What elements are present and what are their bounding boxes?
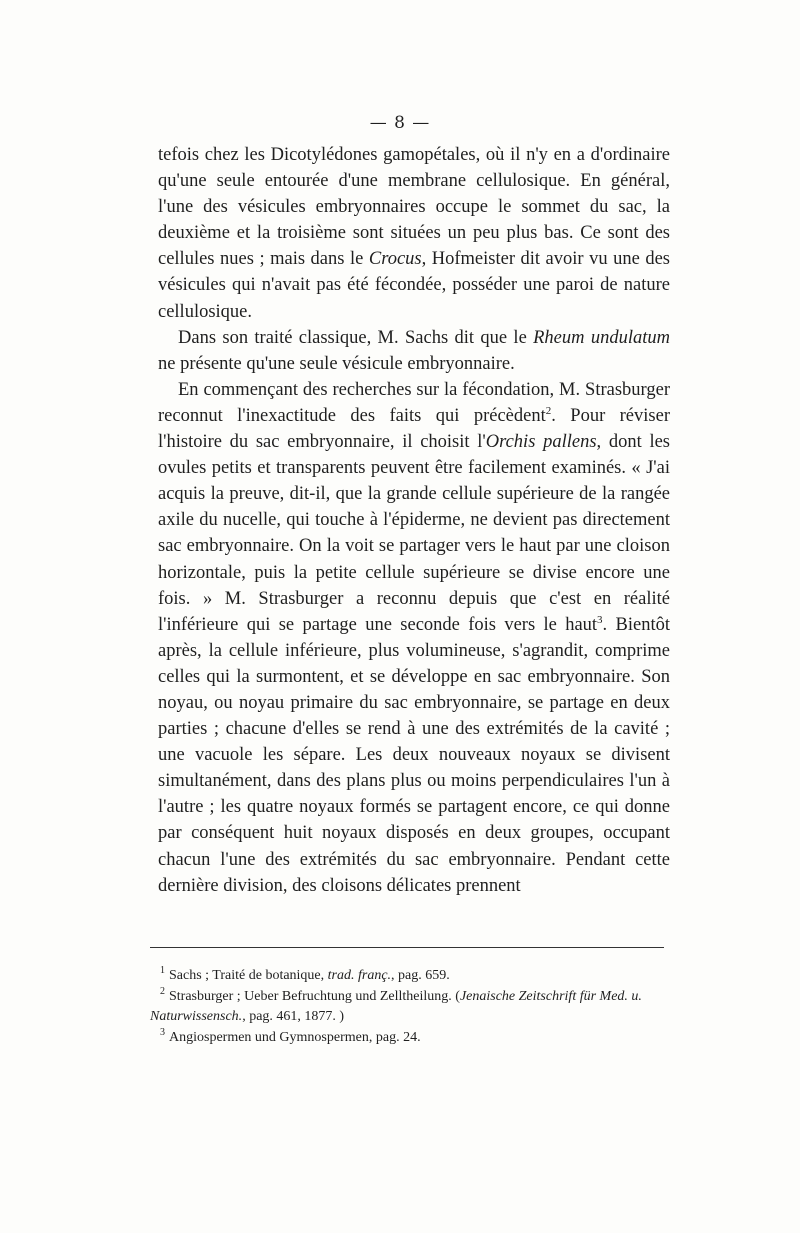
footnote-number: 3 <box>160 1026 165 1038</box>
italic-taxon: Crocus <box>368 249 422 270</box>
paragraph <box>158 377 670 899</box>
footnote-ref: 2 <box>545 404 552 417</box>
italic-text: Jenaische Zeitschrift für Med. u. Naturwissensch. <box>150 988 642 1024</box>
text-run: , pag. 659. <box>391 968 450 983</box>
text-run: , pag. 461, 1877. ) <box>242 1009 345 1024</box>
paragraph <box>158 142 670 325</box>
italic-taxon: Orchis pallens <box>485 432 597 453</box>
text-run: En commençant des recherches sur la fécondation, M. Strasburger reconnut l'inexactitude des faits qui précèdent <box>158 379 670 426</box>
text-run: Strasburger ; Ueber Befruchtung und Zelltheilung. ( <box>169 988 460 1004</box>
footnote-ref: 3 <box>597 613 603 626</box>
footnote-number: 1 <box>160 965 165 977</box>
text-run: Dans son traité classique, M. Sachs dit que le <box>178 327 534 348</box>
footnote <box>150 966 670 987</box>
footnote <box>150 1028 670 1049</box>
text-run: Angiospermen und Gymnospermen, pag. 24. <box>169 1029 421 1045</box>
text-run: , Hofmeister dit avoir vu une des vésicules qui n'avait pas été fécondée, posséder une paroi de nature cellulosique. <box>158 249 670 322</box>
footnote-divider <box>150 947 664 948</box>
text-run: ne présente qu'une seule vésicule embryonnaire. <box>158 353 515 374</box>
body-text <box>158 142 670 899</box>
italic-text: trad. franç. <box>327 968 392 983</box>
footnotes <box>150 966 670 1048</box>
text-run: . Bientôt après, la cellule inférieure, plus volumineuse, s'agrandit, comprime celles qui la surmontent, et se développe en sac embryonnaire. Son noyau, ou noyau primaire du sac embryonnaire, se partage en deux parties ; chacune d'elles se rend à une des extrémités de la cavité ; une vacuole les sépare. Les deux nouveaux noyaux se divisent simultanément, dans des plans plus ou moins perpendiculaires l'un à l'autre ; les quatre noyaux formés se partagent encore, ce qui donne par conséquent huit noyaux disposés en deux groupes, occupant chacun l'une des extrémités du sac embryonnaire. Pendant cette dernière division, des cloisons délicates prennent <box>158 614 670 896</box>
paragraph <box>158 325 670 377</box>
footnote-number: 2 <box>160 985 165 997</box>
footnote <box>150 987 670 1028</box>
page-number: — 8 — <box>369 113 431 133</box>
text-run: , dont les ovules petits et transparents peuvent être facilement examinés. « J'ai acquis la preuve, dit-il, que la grande cellule supérieure de la rangée axile du nucelle, qui touche à l'épiderme, ne devient pas directement sac embryonnaire. On la voit se partager vers le haut par une cloison horizontale, puis la petite cellule supérieure se divise encore une fois. » M. Strasburger a reconnu depuis que c'est en réalité l'inférieure qui se partage une seconde fois vers le haut <box>158 432 670 635</box>
text-run: Sachs ; Traité de botanique, <box>169 968 328 983</box>
text-run: . Pour réviser l'histoire du sac embryonnaire, il choisit l' <box>158 405 670 453</box>
text-run: tefois chez les Dicotylédones gamopétales, où il n'y en a d'ordinaire qu'une seule entourée d'une membrane cellulosique. En général, l'une des vésicules embryonnaires occupe le sommet du sac, la deuxième et la troisième sont situées un peu plus bas. Ce sont des cellules nues ; mais dans le <box>158 145 670 270</box>
italic-taxon: Rheum undulatum <box>533 327 670 348</box>
